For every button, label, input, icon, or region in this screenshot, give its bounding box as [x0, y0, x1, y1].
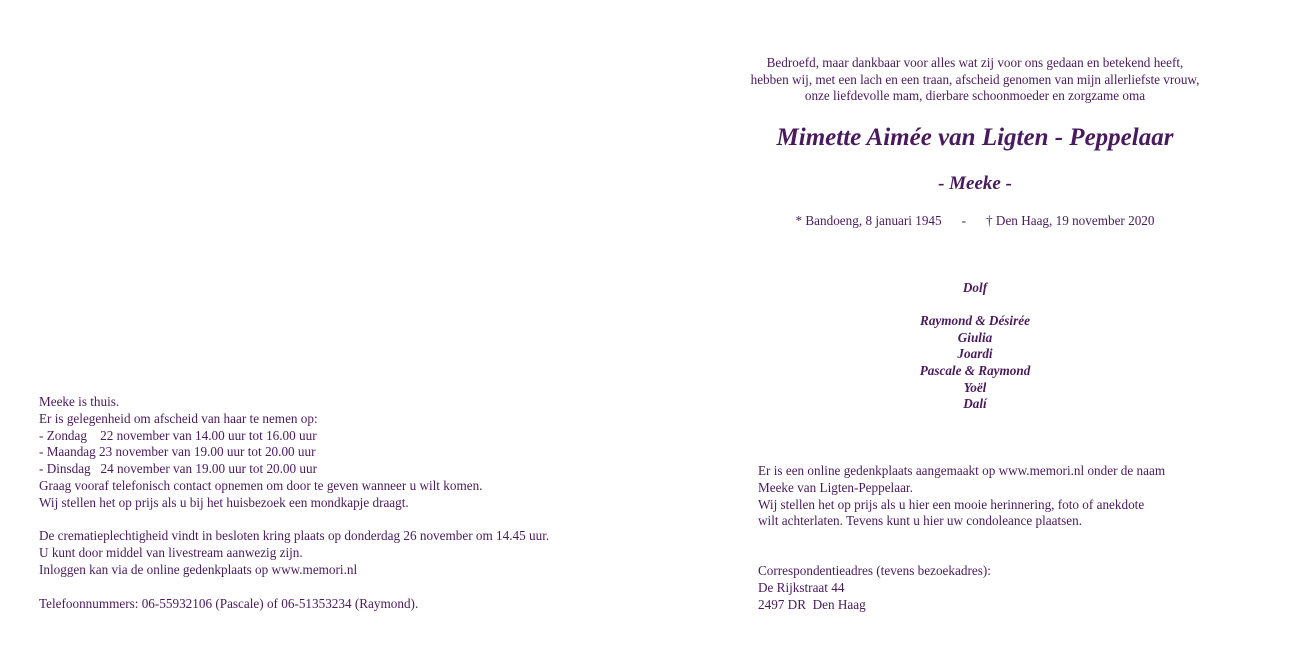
family-name: Raymond & Désirée	[920, 313, 1030, 329]
online-line: Meeke van Ligten-Peppelaar.	[758, 479, 913, 495]
online-line: Er is een online gedenkplaats aangemaakt op www.memori.nl onder de naam	[758, 463, 1166, 478]
visit-line: Er is gelegenheid om afscheid van haar te nemen op:	[39, 410, 318, 426]
family-name: Joardi	[957, 346, 993, 362]
life-dates	[710, 213, 1240, 229]
visit-line: Graag vooraf telefonisch contact opnemen om door te geven wanneer u wilt komen.	[39, 477, 483, 493]
birth-date: * Bandoeng, 8 januari 1945	[795, 213, 942, 228]
family-name: Yoël	[963, 379, 987, 395]
spacer	[39, 579, 639, 596]
death-date: † Den Haag, 19 november 2020	[986, 213, 1155, 228]
intro-line: Bedroefd, maar dankbaar voor alles wat zij voor ons gedaan en betekend heeft,	[766, 55, 1184, 70]
spacer	[39, 512, 639, 529]
address-line: 2497 DR Den Haag	[758, 596, 866, 612]
family-name: Dolf	[962, 280, 988, 295]
ceremony-line: De crematieplechtigheid vindt in besloten kring plaats op donderdag 26 november om 14.45 uur.	[39, 528, 550, 544]
right-page	[650, 0, 1299, 650]
visit-and-ceremony-info	[39, 394, 639, 612]
intro-line: onze liefdevolle mam, dierbare schoonmoeder en zorgzame oma	[804, 88, 1146, 103]
online-line: Wij stellen het op prijs als u hier een mooie herinnering, foto of anekdote	[758, 496, 1145, 512]
address-line: De Rijkstraat 44	[758, 579, 845, 595]
intro-text	[740, 55, 1210, 105]
visit-line: - Dinsdag 24 november van 19.00 uur tot 20.00 uur	[39, 461, 317, 477]
ceremony-line: U kunt door middel van livestream aanwezig zijn.	[39, 545, 303, 561]
family-name: Pascale & Raymond	[919, 362, 1031, 378]
visit-line: Meeke is thuis.	[39, 394, 120, 409]
visit-line: Wij stellen het op prijs als u bij het huisbezoek een mondkapje draagt.	[39, 494, 409, 510]
family-name: Giulia	[957, 329, 993, 345]
phone-line: Telefoonnummers: 06-55932106 (Pascale) of 06-51353234 (Raymond).	[39, 595, 419, 611]
correspondence-address	[758, 563, 1278, 613]
family-names	[825, 280, 1125, 413]
address-line: Correspondentieadres (tevens bezoekadres):	[758, 563, 991, 578]
visit-line: - Maandag 23 november van 19.00 uur tot 20.00 uur	[39, 444, 316, 460]
family-name: Dalí	[963, 396, 987, 412]
date-separator: -	[961, 213, 967, 228]
spacer	[825, 297, 1125, 314]
online-line: wilt achterlaten. Tevens kunt u hier uw condoleance plaatsen.	[758, 513, 1083, 529]
intro-line: hebben wij, met een lach en een traan, afscheid genomen van mijn allerliefste vrouw,	[750, 71, 1200, 87]
nickname: - Meeke -	[938, 173, 1012, 194]
visit-line: - Zondag 22 november van 14.00 uur tot 16.00 uur	[39, 427, 317, 443]
online-memorial-info	[758, 463, 1278, 530]
ceremony-line: Inloggen kan via de online gedenkplaats op www.memori.nl	[39, 561, 358, 577]
deceased-name: Mimette Aimée van Ligten - Peppelaar	[776, 124, 1174, 151]
